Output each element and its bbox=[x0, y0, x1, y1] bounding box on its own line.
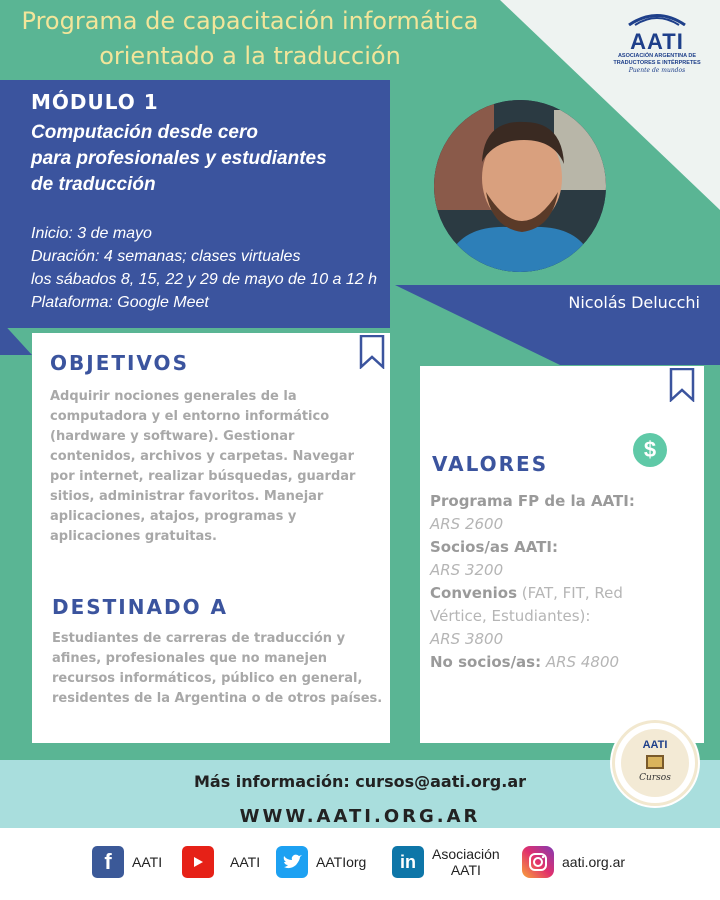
audience-heading: DESTINADO A bbox=[52, 595, 229, 619]
program-title: Programa de capacitación informática orientado a la traducción bbox=[21, 7, 479, 70]
youtube-icon bbox=[182, 846, 214, 878]
seal-caption: Cursos bbox=[639, 773, 671, 783]
linkedin-icon: in bbox=[392, 846, 424, 878]
instagram-link[interactable]: aati.org.ar bbox=[522, 846, 625, 878]
website-link[interactable]: WWW.AATI.ORG.AR bbox=[239, 806, 481, 827]
price-members-label: Socios/as AATI: bbox=[430, 538, 558, 556]
courses-seal bbox=[612, 720, 698, 806]
dollar-icon: $ bbox=[633, 433, 667, 467]
price-agreements-detail: Vértice, Estudiantes): bbox=[430, 607, 591, 625]
facebook-link[interactable]: f AATI bbox=[92, 846, 162, 878]
prices-card bbox=[420, 366, 704, 743]
facebook-icon: f bbox=[92, 846, 124, 878]
instagram-icon bbox=[522, 846, 554, 878]
module-title: Computación desde cero para profesionales y estudiantes de traducción bbox=[31, 122, 327, 195]
duration: Duración: 4 semanas; clases virtuales bbox=[31, 248, 301, 265]
objectives-heading: OBJETIVOS bbox=[50, 351, 189, 375]
seal-name: AATI bbox=[642, 739, 668, 751]
twitter-icon bbox=[276, 846, 308, 878]
objectives-text: Adquirir nociones generales de la computadora y el entorno informático (hardware y software). Gestionar contenidos, archivos y carpetas. Navegar por internet, realizar búsquedas, guardar sitios, administrar favoritos. Manejar aplicaciones, atajos, programas y aplicaciones gratuitas. bbox=[50, 389, 356, 544]
logo-arc-icon bbox=[627, 12, 687, 26]
presenter-name: Nicolás Delucchi bbox=[568, 293, 700, 312]
price-members-amount: ARS 3200 bbox=[430, 561, 504, 579]
linkedin-link[interactable]: in Asociación AATI bbox=[392, 846, 500, 878]
presenter-photo bbox=[434, 100, 606, 272]
objectives-card bbox=[32, 333, 390, 743]
price-program-amount: ARS 2600 bbox=[430, 515, 504, 533]
youtube-link[interactable]: AATI bbox=[182, 846, 260, 878]
bookmark-icon bbox=[358, 335, 386, 369]
start-date: Inicio: 3 de mayo bbox=[31, 225, 152, 242]
price-nonmembers: No socios/as: ARS 4800 bbox=[430, 653, 620, 671]
prices-heading: VALORES bbox=[432, 452, 549, 476]
price-list bbox=[430, 490, 700, 674]
price-program-label: Programa FP de la AATI: bbox=[430, 492, 635, 510]
platform: Plataforma: Google Meet bbox=[31, 294, 209, 311]
monitor-icon bbox=[646, 755, 664, 769]
twitter-link[interactable]: AATIorg bbox=[276, 846, 366, 878]
module-details bbox=[31, 222, 390, 314]
contact-email[interactable]: Más información: cursos@aati.org.ar bbox=[193, 772, 527, 791]
bookmark-icon bbox=[668, 368, 696, 402]
aati-logo: AATI ASOCIACIÓN ARGENTINA DE TRADUCTORES E INTÉRPRETES Puente de mundos bbox=[598, 12, 716, 82]
price-agreements-amount: ARS 3800 bbox=[430, 630, 504, 648]
module-number: MÓDULO 1 bbox=[31, 90, 159, 114]
price-agreements-label: Convenios (FAT, FIT, Red bbox=[430, 584, 623, 602]
schedule: los sábados 8, 15, 22 y 29 de mayo de 10 a 12 h bbox=[31, 271, 378, 288]
module-panel bbox=[0, 80, 390, 328]
audience-text: Estudiantes de carreras de traducción y afines, profesionales que no manejen recursos informáticos, público en general, residentes de la Argentina o de otros países. bbox=[52, 631, 383, 706]
